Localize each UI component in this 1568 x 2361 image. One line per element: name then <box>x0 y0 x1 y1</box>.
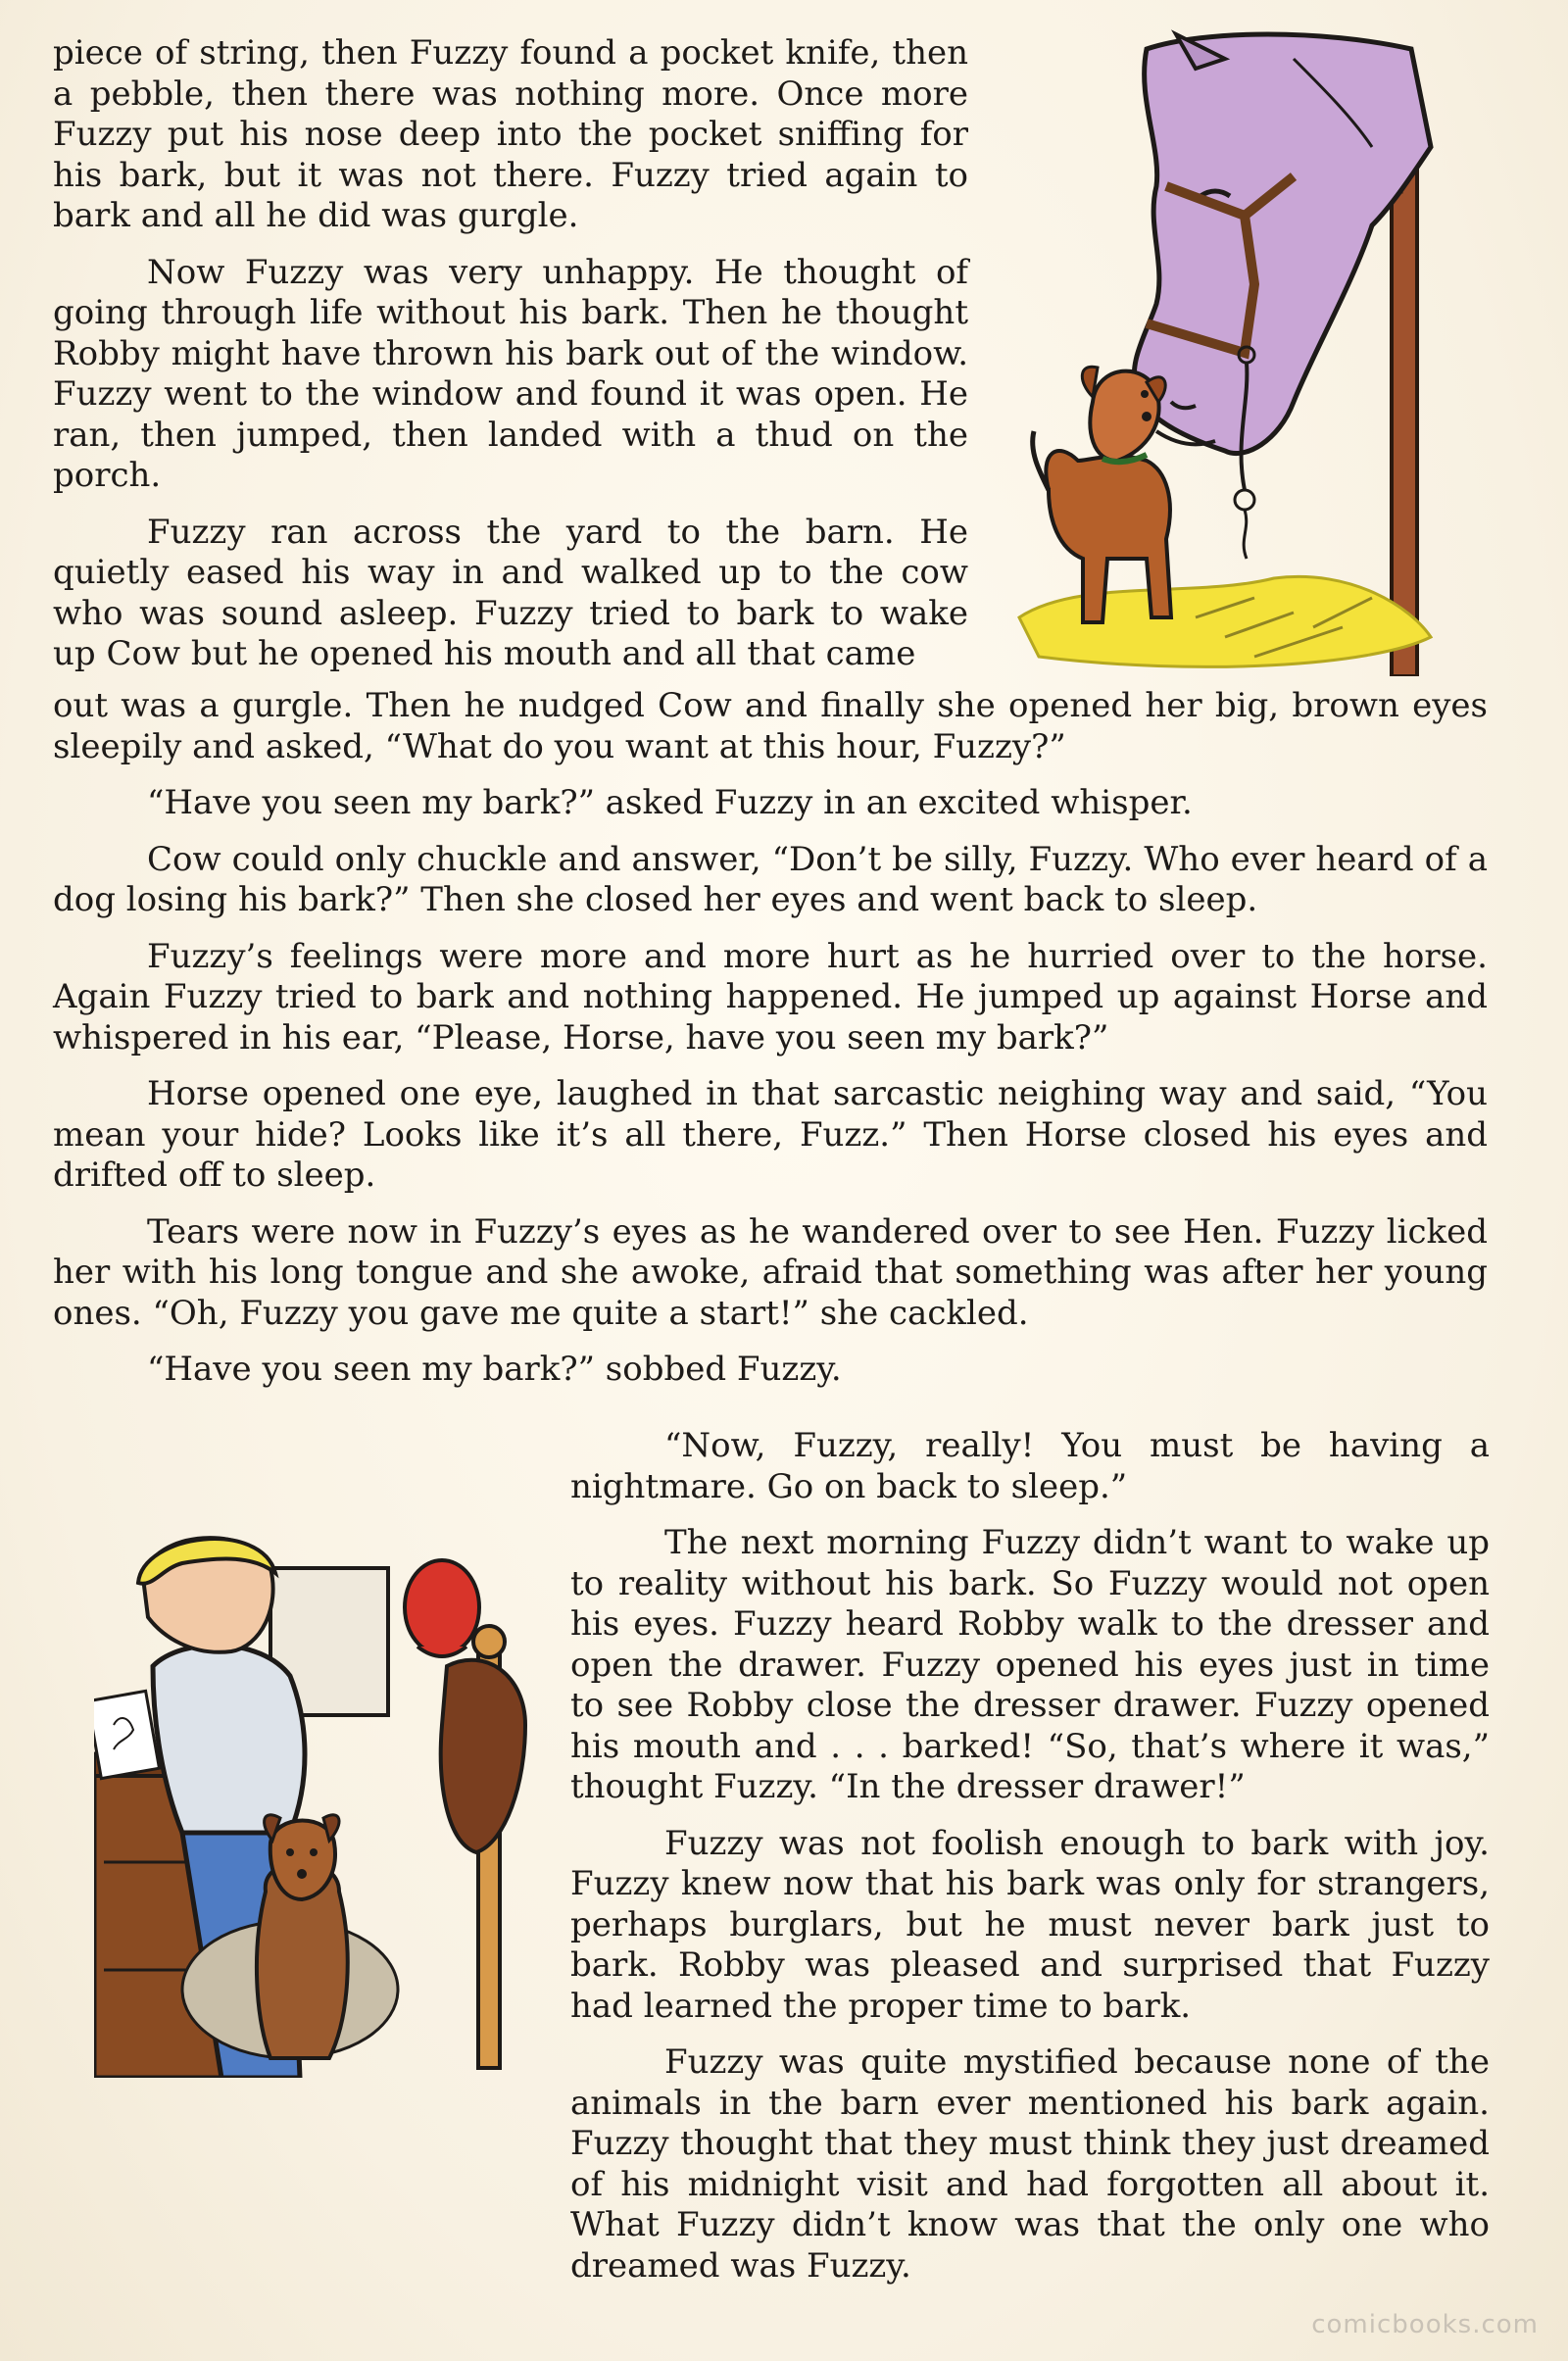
story-text-wide <box>53 686 1488 1406</box>
site-watermark: comicbooks.com <box>1311 2310 1539 2339</box>
story-paragraph: Fuzzy was not foolish enough to bark with joy. Fuzzy knew now that his bark was only for strangers, perhaps burglars, but he must never bark just to bark. Robby was pleased and surprised that Fuzzy had learned the proper time to bark. <box>570 1823 1490 2026</box>
story-paragraph: Fuzzy’s feelings were more and more hurt as he hurried over to the horse. Again Fuzzy tried to bark and nothing happened. He jumped up against Horse and whispered in his ear, “Please, Horse, have you seen my bark?” <box>53 936 1488 1058</box>
story-paragraph: piece of string, then Fuzzy found a pocket knife, then a pebble, then there was nothing more. Once more Fuzzy put his nose deep into the pocket sniffing for his bark, but it was not there. Fuzzy tried again to bark and all he did was gurgle. <box>53 33 968 235</box>
story-paragraph: Cow could only chuckle and answer, “Don’t be silly, Fuzzy. Who ever heard of a dog losing his bark?” Then she closed her eyes and went back to sleep. <box>53 839 1488 919</box>
story-paragraph: “Have you seen my bark?” sobbed Fuzzy. <box>147 1350 842 1389</box>
story-text-top <box>53 33 968 691</box>
story-paragraph: Now Fuzzy was very unhappy. He thought of going through life without his bark. Then he thought Robby might have thrown his bark out of the window. Fuzzy went to the window and found it was open. He ran, then jumped, then landed with a thud on the porch. <box>53 252 968 495</box>
boy-and-dog-illustration <box>94 1529 545 2078</box>
story-paragraph: Horse opened one eye, laughed in that sarcastic neighing way and said, “You mean your hide? Looks like it’s all there, Fuzz.” Then Horse closed his eyes and drifted off to sleep. <box>53 1074 1488 1195</box>
glove-icon <box>441 1660 525 1852</box>
story-paragraph: The next morning Fuzzy didn’t want to wake up to reality without his bark. So Fuzzy would not open his eyes. Fuzzy heard Robby walk to the dresser and open the drawer. Fuzzy opened his eyes just in time to see Robby close the dresser drawer. Fuzzy opened his mouth and . . . barked! “So, that’s where it was,” thought Fuzzy. “In the dresser drawer!” <box>570 1523 1490 1806</box>
story-text-right <box>570 1426 1490 2302</box>
boy-figure <box>153 1646 305 1833</box>
story-paragraph: Fuzzy was quite mystified because none of the animals in the barn ever mentioned his bark again. Fuzzy thought that they must think they just dreamed of his midnight visit and had forgotten all about it. What Fuzzy didn’t know was that the only one who dreamed was Fuzzy. <box>570 2042 1490 2286</box>
story-paragraph: out was a gurgle. Then he nudged Cow and finally she opened her big, brown eyes sleepily and asked, “What do you want at this hour, Fuzzy?” <box>53 686 1488 766</box>
horse-and-dog-illustration <box>1000 29 1529 676</box>
horse-head <box>1134 34 1431 454</box>
dog-figure <box>1033 367 1171 622</box>
story-paragraph: “Have you seen my bark?” asked Fuzzy in an excited whisper. <box>147 783 1193 822</box>
story-paragraph: Fuzzy ran across the yard to the barn. He quietly eased his way in and walked up to the cow who was sound asleep. Fuzzy tried to bark to wake up Cow but he opened his mouth and all that came <box>53 512 968 673</box>
story-paragraph: Tears were now in Fuzzy’s eyes as he wandered over to see Hen. Fuzzy licked her with his long tongue and she awoke, afraid that something was after her young ones. “Oh, Fuzzy you gave me quite a start!” she cackled. <box>53 1211 1488 1333</box>
story-paragraph: “Now, Fuzzy, really! You must be having a nightmare. Go on back to sleep.” <box>570 1426 1490 1506</box>
cap-icon <box>405 1560 479 1654</box>
